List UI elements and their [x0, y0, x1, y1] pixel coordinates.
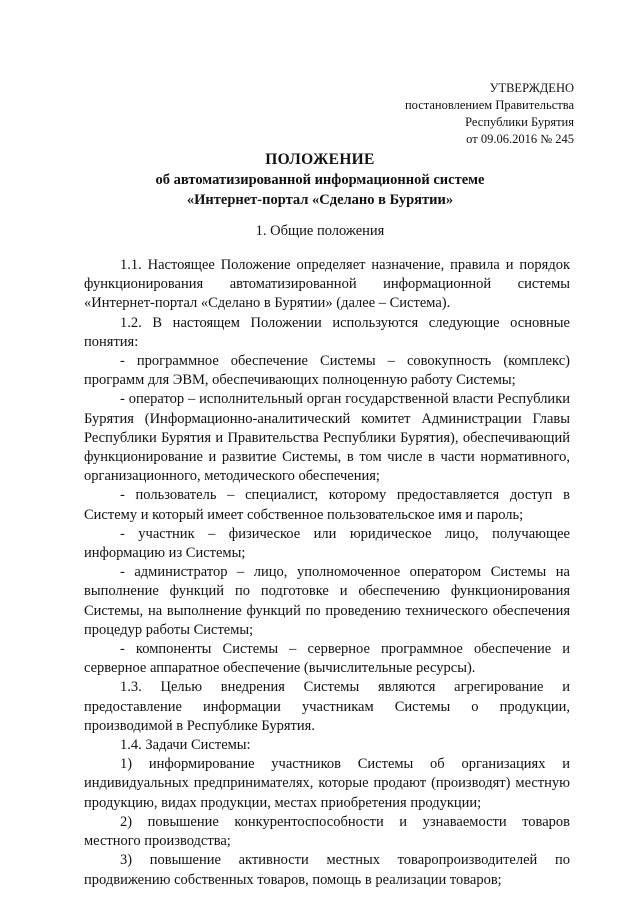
paragraph-1-4: 1.4. Задачи Системы:	[120, 737, 251, 754]
title-subject: об автоматизированной информационной системе	[155, 172, 485, 188]
paragraph-1-2: 1.2. В настоящем Положении используются следующие основные понятия:	[84, 314, 570, 350]
definition-participant: - участник – физическое или юридическое лицо, получающее информацию из Системы;	[84, 525, 570, 562]
approval-title: УТВЕРЖДЕНО	[489, 81, 574, 95]
section-heading: 1. Общие положения	[255, 223, 385, 239]
approval-republic: Республики Бурятия	[465, 115, 574, 129]
task-3: 3) повышение активности местных товаропроизводителей по продвижению собственных товаров, помощь в реализации товаров;	[84, 852, 570, 888]
task-2: 2) повышение конкурентоспособности и узнаваемости товаров местного производства;	[84, 813, 570, 850]
approval-stamp	[405, 80, 574, 148]
paragraph-1-3: 1.3. Целью внедрения Системы являются агрегирование и предоставление информации участникам Системы о продукции, производимой в Республике Бурятия.	[84, 679, 570, 734]
paragraph-1-1: 1.1. Настоящее Положение определяет назначение, правила и порядок функционирования автоматизированной информационной системы «Интернет-портал «Сделано в Бурятии» (далее – Система).	[84, 257, 570, 312]
definition-software: - программное обеспечение Системы – совокупность (комплекс) программ для ЭВМ, обеспечивающих полноценную работу Системы;	[84, 353, 570, 389]
title-portal-name: «Интернет-портал «Сделано в Бурятии»	[186, 192, 454, 208]
approval-date-number: от 09.06.2016 № 245	[466, 132, 574, 146]
document-body	[84, 256, 570, 890]
definition-user: - пользователь – специалист, которому предоставляется доступ в Систему и который имеет собственное пользовательское имя и пароль;	[84, 487, 570, 523]
document-title	[0, 150, 640, 210]
approval-resolution: постановлением Правительства	[404, 98, 574, 112]
definition-operator: - оператор – исполнительный орган государственной власти Республики Бурятия (Информационно-аналитический комитет Администрации Главы Республики Бурятия и Правительства Республики Бурятия), обеспечивающий функционирование и развитие Системы, в том числе в части нормативного, организационного, методического обеспечения;	[84, 391, 570, 485]
definition-components: - компоненты Системы – серверное программное обеспечение и серверное аппаратное обеспечение (вычислительные ресурсы).	[84, 641, 570, 677]
title-main: ПОЛОЖЕНИЕ	[265, 151, 375, 168]
definition-administrator: - администратор – лицо, уполномоченное оператором Системы на выполнение функций по подготовке и обеспечению функционирования Системы, на выполнение функций по проведению технического обеспечения процедур работы Системы;	[84, 564, 570, 638]
task-1: 1) информирование участников Системы об организациях и индивидуальных предпринимателях, которые продают (производят) местную продукцию, видах продукции, местах приобретения продукции;	[84, 756, 570, 811]
